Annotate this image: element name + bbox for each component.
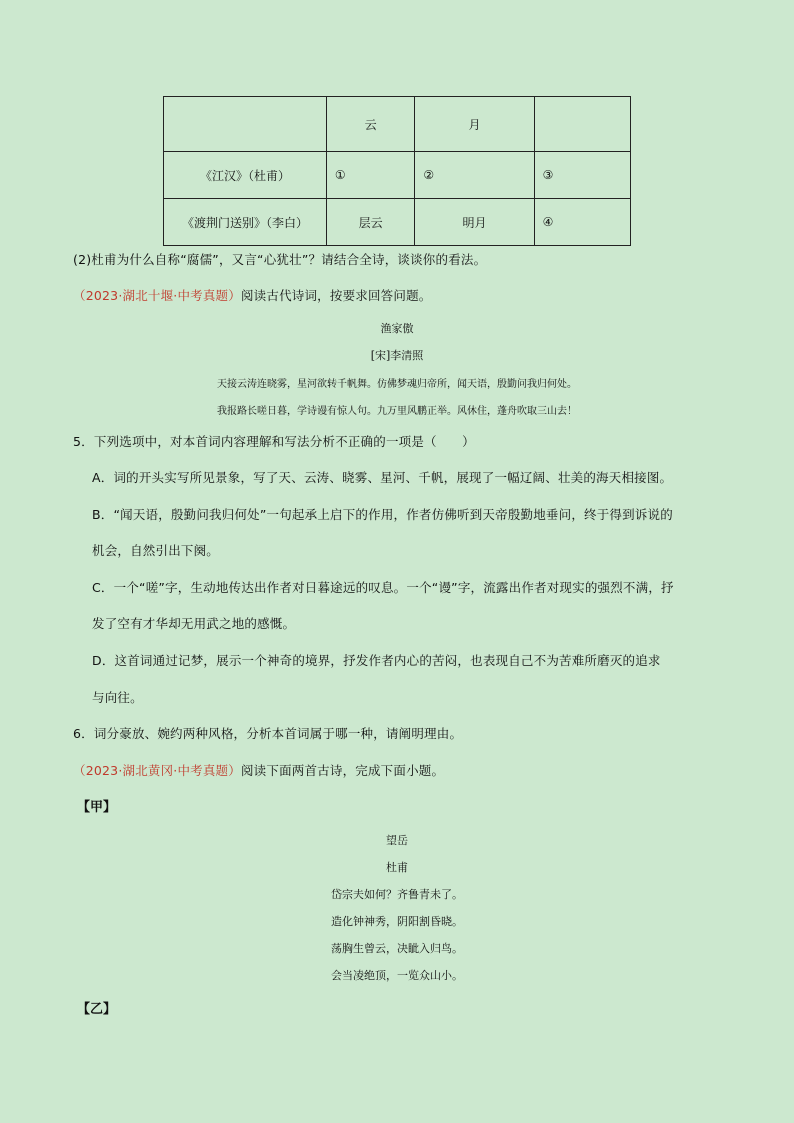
- question-6: 6．词分豪放、婉约两种风格，分析本首词属于哪一种，请阐明理由。: [73, 726, 463, 741]
- source-tag: 2023·湖北黄冈·中考真题: [85, 763, 229, 778]
- source-paren-open: （: [73, 288, 86, 303]
- poem-line: 天接云涛连晓雾，星河欲转千帆舞。仿佛梦魂归帝所，闻天语，殷勤问我归何处。: [217, 379, 577, 390]
- poem-author: 杜甫: [386, 861, 408, 874]
- comparison-table: [163, 96, 631, 246]
- option-b-continued: 机会，自然引出下阕。: [92, 543, 220, 558]
- table-header-row: [164, 97, 631, 152]
- option-d: D．这首词通过记梦，展示一个神奇的境界，抒发作者内心的苦闷，也表现自己不为苦难所磨灭的追求: [92, 653, 661, 668]
- table-cell: 月: [415, 97, 534, 152]
- poem-title: 望岳: [386, 834, 408, 847]
- section-1-intro: [73, 286, 431, 304]
- poem-line: 荡胸生曾云，决眦入归鸟。: [331, 942, 463, 955]
- option-b: B．“闻天语，殷勤问我归何处”一句起承上启下的作用，作者仿佛听到天帝殷勤地垂问，终于得到诉说的: [92, 507, 673, 522]
- section-instruction: 阅读下面两首古诗，完成下面小题。: [240, 763, 445, 778]
- section-instruction: 阅读古代诗词，按要求回答问题。: [240, 288, 432, 303]
- question-5-stem: 5．下列选项中，对本首词内容理解和写法分析不正确的一项是（ ）: [73, 434, 475, 449]
- table-cell: ②: [415, 152, 534, 199]
- option-c-continued: 发了空有才华却无用武之地的感慨。: [92, 616, 296, 631]
- table-cell: 明月: [415, 199, 534, 246]
- table-cell: 《江汉》（杜甫）: [164, 152, 327, 199]
- option-d-continued: 与向往。: [92, 690, 143, 705]
- table-cell: 层云: [326, 199, 414, 246]
- option-a: A．词的开头实写所见景象，写了天、云涛、晓雾、星河、千帆，展现了一幅辽阔、壮美的海天相接图。: [92, 470, 673, 485]
- label-jia: 【甲】: [77, 800, 117, 815]
- table-cell: [164, 97, 327, 152]
- poem-line: 岱宗夫如何？齐鲁青未了。: [331, 888, 463, 901]
- source-paren-close: ）: [228, 763, 241, 778]
- table-cell: [534, 97, 630, 152]
- table-cell: 云: [326, 97, 414, 152]
- table-cell: 《渡荆门送别》（李白）: [164, 199, 327, 246]
- table-row: [164, 199, 631, 246]
- option-c: C．一个“嗟”字，生动地传达出作者对日暮途远的叹息。一个“谩”字，流露出作者对现实的强烈不满，抒: [92, 580, 674, 595]
- source-tag: 2023·湖北十堰·中考真题: [85, 288, 229, 303]
- poem-author: [宋]李清照: [370, 349, 424, 362]
- poem-line: 会当凌绝顶，一览众山小。: [331, 969, 463, 982]
- question-2: (2)杜甫为什么自称“腐儒”，又言“心犹壮”？请结合全诗，谈谈你的看法。: [73, 252, 487, 267]
- table-cell: ③: [534, 152, 630, 199]
- poem-title: 渔家傲: [380, 322, 414, 335]
- source-paren-open: （: [73, 763, 86, 778]
- table-cell: ①: [326, 152, 414, 199]
- table-row: [164, 152, 631, 199]
- poem-line: 我报路长嗟日暮，学诗谩有惊人句。九万里风鹏正举。风休住，蓬舟吹取三山去！: [217, 406, 577, 417]
- source-paren-close: ）: [228, 288, 241, 303]
- label-yi: 【乙】: [77, 1002, 117, 1017]
- poem-line: 造化钟神秀，阴阳割昏晓。: [331, 915, 463, 928]
- section-2-intro: [73, 761, 444, 779]
- table-cell: ④: [534, 199, 630, 246]
